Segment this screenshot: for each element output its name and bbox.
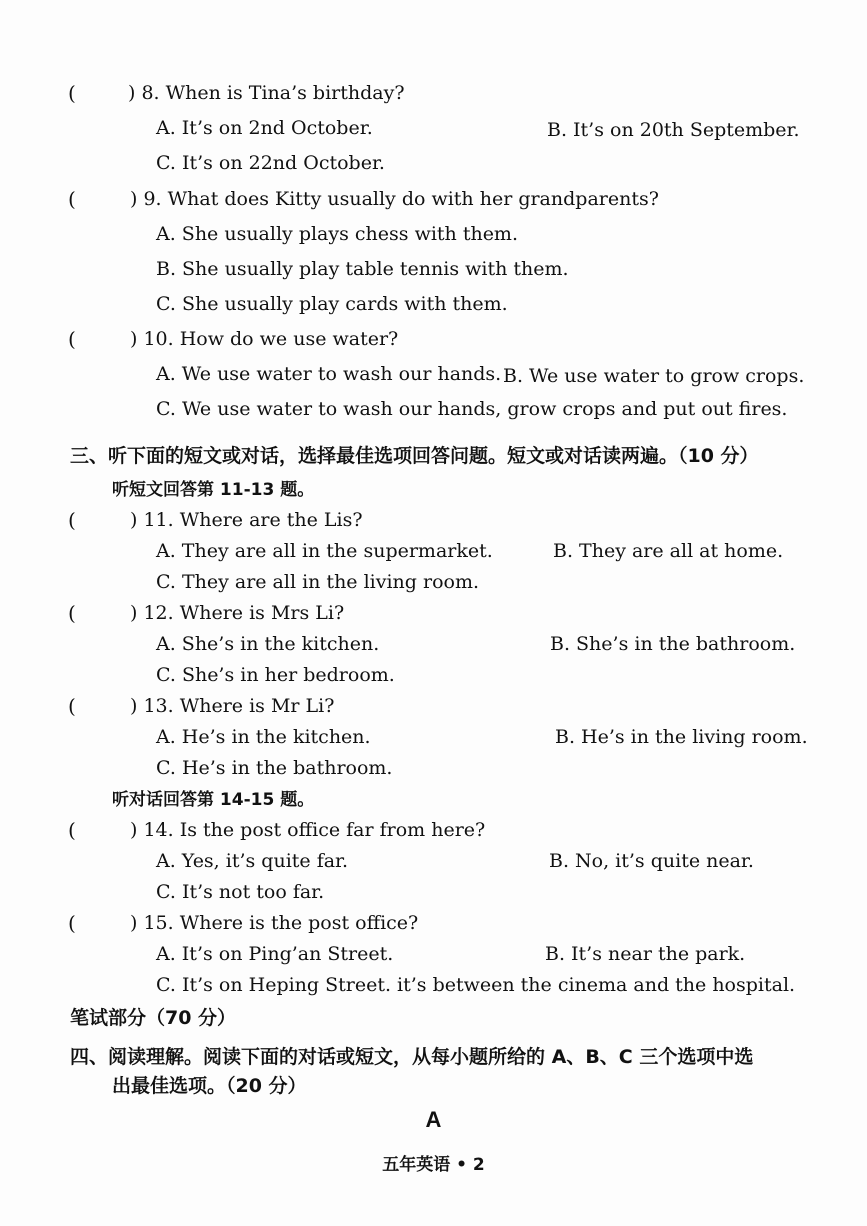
q8-option-c: C. It’s on 22nd October. [156,152,385,174]
passage-label: A [425,1107,442,1132]
q13-option-a: A. He’s in the kitchen. [156,726,371,748]
q8-option-a: A. It’s on 2nd October. [156,117,373,139]
q12-option-c: C. She’s in her bedroom. [156,664,395,686]
question-12: ) 12. Where is Mrs Li? [130,602,345,624]
answer-blank-12[interactable]: ( [68,601,76,625]
section-3-sub-2: 听对话回答第 14-15 题。 [112,790,315,810]
q13-option-b: B. He’s in the living room. [555,726,808,748]
q14-option-b: B. No, it’s quite near. [549,850,754,872]
answer-blank-15[interactable]: ( [68,911,76,935]
q15-option-a: A. It’s on Ping’an Street. [156,943,394,965]
answer-blank-11[interactable]: ( [68,508,76,532]
q12-option-b: B. She’s in the bathroom. [550,633,796,655]
section-4-title-line-2: 出最佳选项。（20 分） [112,1075,307,1097]
section-4-title-line-1: 四、阅读理解。阅读下面的对话或短文，从每小题所给的 A、B、C 三个选项中选 [70,1046,754,1068]
question-14: ) 14. Is the post office far from here? [130,819,486,841]
q15-option-b: B. It’s near the park. [545,943,746,965]
q9-option-a: A. She usually plays chess with them. [156,223,518,245]
question-8: ) 8. When is Tina’s birthday? [128,82,405,104]
q10-option-c: C. We use water to wash our hands, grow crops and put out fires. [156,398,788,420]
q14-option-c: C. It’s not too far. [156,881,325,903]
question-11: ) 11. Where are the Lis? [130,509,363,531]
answer-blank-13[interactable]: ( [68,694,76,718]
answer-blank-9[interactable]: ( [68,187,76,211]
answer-blank-8[interactable]: ( [68,81,76,105]
q10-option-b: B. We use water to grow crops. [503,365,805,387]
question-9: ) 9. What does Kitty usually do with her grandparents? [130,188,659,210]
q9-option-b: B. She usually play table tennis with them. [156,258,569,280]
answer-blank-10[interactable]: ( [68,327,76,351]
q11-option-c: C. They are all in the living room. [156,571,480,593]
q13-option-c: C. He’s in the bathroom. [156,757,393,779]
question-10: ) 10. How do we use water? [130,328,399,350]
written-part-heading: 笔试部分（70 分） [70,1007,237,1029]
q15-option-c: C. It’s on Heping Street. it’s between the cinema and the hospital. [156,974,796,996]
page-footer: 五年英语 • 2 [382,1155,485,1175]
q9-option-c: C. She usually play cards with them. [156,293,508,315]
q14-option-a: A. Yes, it’s quite far. [156,850,349,872]
question-15: ) 15. Where is the post office? [130,912,419,934]
q10-option-a: A. We use water to wash our hands. [156,363,502,385]
q11-option-a: A. They are all in the supermarket. [156,540,493,562]
section-3-sub-1: 听短文回答第 11-13 题。 [112,480,315,500]
question-13: ) 13. Where is Mr Li? [130,695,335,717]
q11-option-b: B. They are all at home. [553,540,784,562]
answer-blank-14[interactable]: ( [68,818,76,842]
section-3-title: 三、听下面的短文或对话，选择最佳选项回答问题。短文或对话读两遍。（10 分） [70,445,759,467]
q12-option-a: A. She’s in the kitchen. [156,633,380,655]
q8-option-b: B. It’s on 20th September. [547,119,800,141]
